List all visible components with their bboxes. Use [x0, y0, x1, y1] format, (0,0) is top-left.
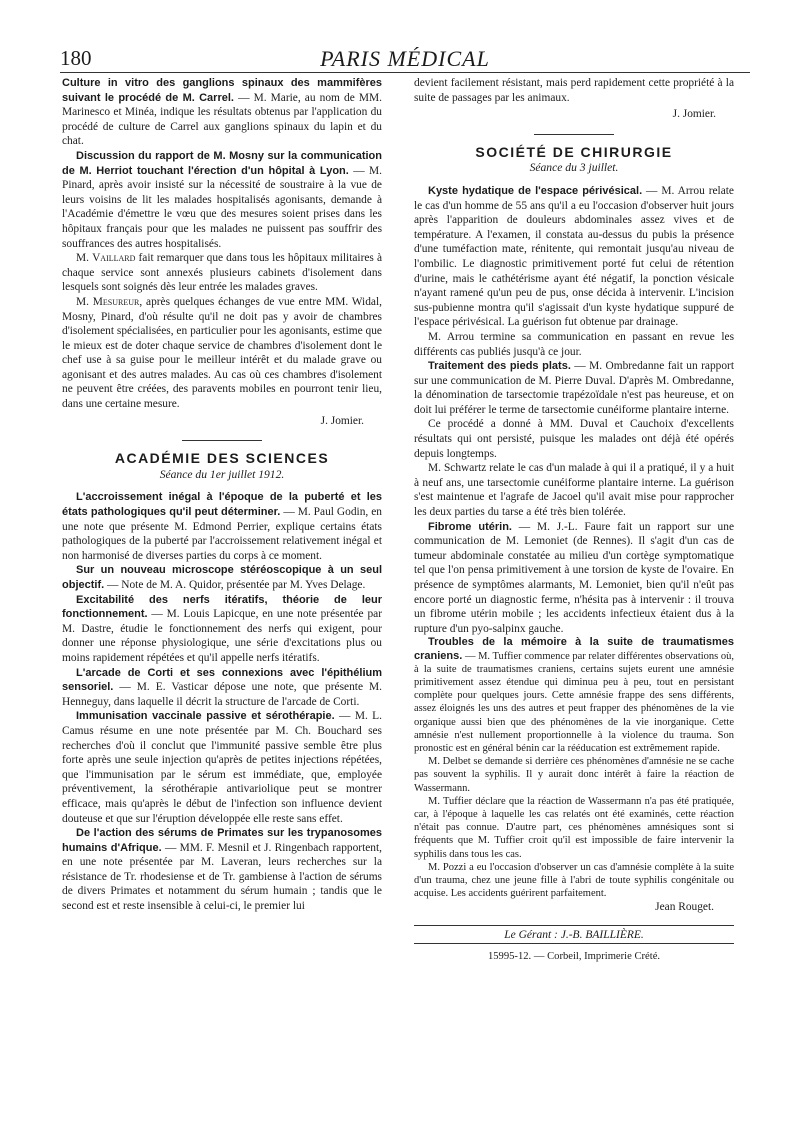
article-body: — M. Paul Godin, en une note que présente M. Edmond Perrier, explique certains états pathologiques de la puberté par l'accroissement relativement inégal et non harmonisé de diverses parties du corps à ce moment.	[62, 506, 382, 562]
signature: J. Jomier.	[320, 414, 364, 427]
article-body: — M. Tuffier commence par relater différentes observations où, à la suite de traumatismes craniens, certains sujets eurent une amnésie primitivement assez étendue qui diminua peu à peu, tout en persistant complète pour quelques jours. Cette amnésie frappe des sens différents, assez éloignés les uns des autres et peut frapper des phénomènes de la vie organique aussi bien que des phénomènes de la vie inorganique. Cette amnésie n'est nullement proportionnelle à la violence du trauma. Son pronostic est en général bénin car la rééducation est extrêmement rapide.	[414, 650, 734, 754]
paragraph-pozzi: M. Pozzi a eu l'occasion d'observer un cas d'amnésie complète à la suite d'un trauma, chez une jeune fille à l'abri de toute syphilis congénitale ou acquise. Les accidents guérirent parfaitement.	[414, 861, 734, 900]
article-body: — M. Ombredanne fait un rapport sur une communication de M. Pierre Duval. D'après M. Ombredanne, la dénomination de tarsectomie trapézoïdale n'est pas heureuse, et on doit lui préférer le terme de tarsectomie cunéiforme plantaire interne.	[414, 360, 734, 416]
page-header	[60, 44, 750, 74]
section-title-chirurgie: SOCIÉTÉ DE CHIRURGIE	[475, 143, 673, 160]
signature: J. Jomier.	[672, 108, 716, 121]
article-troubles-memoire	[414, 636, 734, 755]
paragraph-tuffier: M. Tuffier déclare que la réaction de Wassermann n'a pas été pratiquée, car, à l'époque à laquelle les cas relatés ont été examinés, cette réaction n'était pas connue. D'autre part, ces phénomènes amnésiques sont si fréquents que M. Tuffier croit qu'il est impossible de faire intervenir la syphilis dans tous les cas.	[414, 795, 734, 860]
article-fibrome-uterin	[414, 520, 734, 637]
article-body: — M. Louis Lapicque, en une note présentée par M. Dastre, étudie le fonctionnement des nerfs qui exigent, pour donner une réponse physiologique, une série d'excitations plus ou moins rapidement répétées et qu'il appelle nerfs itératifs.	[62, 608, 382, 664]
signature: Jean Rouget.	[655, 901, 714, 914]
journal-title: PARIS MÉDICAL	[320, 46, 490, 71]
article-heading: De l'action des sérums de Primates sur les trypanosomes humains d'Afrique.	[62, 827, 382, 854]
article-pieds-plats	[414, 359, 734, 417]
article-body: — M. Pinard, après avoir insisté sur la nécessité de soustraire à la vue de leurs voisins de lit les malades hospitalisés agonisants, demande à l'Académie d'émettre le vœu que des mesures soient prises dans les hôpitaux français pour que les malades ne puissent pas souffrir des souffrances des autres hospitalisés.	[62, 164, 382, 250]
article-heading: Excitabilité des nerfs itératifs, théorie de leur fonctionnement.	[62, 593, 382, 621]
article-body: — M. J.-L. Faure fait un rapport sur une communication de M. Lemoniet (de Rennes). Il s'agit d'un cas de tumeur abdominale constatée au milieu d'un cortège symptomatique tel que l'on pensa primitivement à une torsion de kyste de l'ovaire. En présence de symptômes alarmants, M. Lemoniet, bien qu'il n'eût pas encore porté un diagnostic ferme, n'hésita pas à intervenir : il trouva un fibrome utérin mobile ; les accidents infectieux étaient dus à la rupture d'un pyo-salpinx gauche.	[414, 520, 735, 635]
left-column	[62, 76, 382, 914]
article-heading: Fibrome utérin.	[428, 520, 512, 533]
article-microscope	[62, 563, 382, 592]
article-immunisation	[62, 709, 382, 826]
person-name: Mesureur	[92, 295, 140, 308]
header-rule	[60, 72, 750, 73]
paragraph-duval-cauchoix: Ce procédé a donné à MM. Duval et Cauchoix d'excellents résultats qui ont persisté, puisque les malades ont déjà été opérés depuis longtemps.	[414, 418, 734, 460]
paragraph-arrou: M. Arrou termine sa communication en passant en revue les différents cas publiés jusqu'à ce jour.	[414, 330, 734, 358]
article-heading: Traitement des pieds plats.	[428, 360, 571, 373]
small-print-block	[414, 636, 734, 900]
article-accroissement	[62, 490, 382, 563]
article-heading: L'accroissement inégal à l'époque de la puberté et les états pathologiques qu'il peut déterminer.	[62, 491, 382, 519]
article-kyste-hydatique	[414, 184, 734, 330]
article-discussion-mosny	[62, 149, 382, 251]
right-column	[414, 76, 734, 964]
paragraph-schwartz: M. Schwartz relate le cas d'un malade à qui il a pratiqué, il y a huit à neuf ans, une tarsectomie cunéiforme plantaire interne. La guérison s'est maintenue et l'agrafe de Jacoel qu'il avait mise pour rapprocher les deux parties du tarse a été très bien tolérée.	[414, 462, 734, 519]
article-arcade-corti	[62, 666, 382, 710]
article-culture-in-vitro	[62, 76, 382, 149]
paragraph-vaillard: M. Vaillard fait remarquer que dans tous les hôpitaux militaires à chaque service sont annexés plusieurs cabinets d'isolement dans lesquels sont soignés dès leur entrée les malades graves.	[62, 252, 382, 294]
article-nerfs-iteratifs	[62, 593, 382, 666]
footer-rule	[414, 925, 734, 926]
printer-line: 15995-12. — Corbeil, Imprimerie Crété.	[487, 950, 661, 962]
article-heading: Troubles de la mémoire à la suite de traumatismes craniens.	[414, 636, 734, 662]
paragraph-body: fait remarquer que dans tous les hôpitaux militaires à chaque service sont annexés plusieurs cabinets d'isolement dans lesquels sont soignés dès leur entrée les malades graves.	[62, 252, 382, 294]
article-body: — M. Marie, au nom de MM. Marinesco et Minéa, indique les résultats obtenus par l'application du procédé de culture de Carrel aux ganglions spinaux du lapin et du chat.	[62, 91, 382, 148]
article-heading: Sur un nouveau microscope stéréoscopique à un seul objectif.	[62, 564, 382, 591]
article-continuation: devient facilement résistant, mais perd rapidement cette propriété à la suite de passages par les animaux.	[414, 77, 734, 104]
paragraph-mesureur: M. Mesureur, après quelques échanges de vue entre MM. Widal, Mosny, Pinard, d'où résulte qu'il ne doit pas y avoir de chambres d'isolement spécialisées, en particulier pour les agonisants, estime que le mieux est de doter chaque service de chambres d'isolement dont le chef use à sa guise pour le meilleur intérêt et du malade grave ou agonisant et des autres malades. Au cas où ces chambres d'isolement ne peuvent être créées, des paravents mobiles en pourront tenir lieu, dans une certaine mesure.	[62, 295, 382, 411]
article-body: — M. E. Vasticar dépose une note, que présente M. Henneguy, dans laquelle il décrit la structure de l'arcade de Corti.	[62, 681, 382, 708]
section-title-academie: ACADÉMIE DES SCIENCES	[114, 450, 330, 467]
article-body: — M. Arrou relate le cas d'un homme de 55 ans qu'il a eu l'occasion d'observer huit jours après l'apparition de douleurs abdominales assez vives et de température. A l'examen, il constata au-dessus du pubis la présence d'une tuméfaction mate, rénitente, qui remontait jusqu'au niveau de l'ombilic. Le diagnostic primitivement porté fut celui de rétention d'urine, mais le cathétérisme ayant été négatif, la ponction vésicale n'ayant ramené qu'un peu de pus, onse décida à intervenir. L'incision sus-pubienne montra qu'il s'agissait d'un kyste hydatique suppuré de l'espace périvésical. La guérison fut obtenue par drainage.	[414, 184, 734, 329]
article-heading: Discussion du rapport de M. Mosny sur la communication de M. Herriot touchant l'érection d'un hôpital à Lyon.	[62, 149, 382, 177]
article-body: — Note de M. A. Quidor, présentée par M. Yves Delage.	[104, 579, 366, 591]
person-name: Vaillard	[92, 252, 136, 265]
manager-line: Le Gérant : J.-B. BAILLIÈRE.	[504, 929, 644, 942]
section-subtitle: Séance du 1er juillet 1912.	[159, 467, 285, 481]
article-body: — MM. F. Mesnil et J. Ringenbach rapportent, en une note présentée par M. Laveran, leurs recherches sur la résistance de Tr. rhodesiense et de Tr. gambiense à l'action de sérums de divers Primates et notamment du sérum humain ; tandis que le second est et reste insensible à celui-ci, le premier lui	[62, 841, 383, 913]
section-divider	[182, 440, 262, 441]
article-heading: Immunisation vaccinale passive et sérothérapie.	[76, 710, 335, 723]
article-serums-primates	[62, 826, 382, 914]
paragraph-delbet: M. Delbet se demande si derrière ces phénomènes d'amnésie ne se cache pas souvent la syphilis. Il y aurait donc intérêt à faire la réaction de Wassermann.	[414, 756, 734, 794]
section-divider	[534, 134, 614, 135]
paragraph-body: , après quelques échanges de vue entre MM. Widal, Mosny, Pinard, d'où résulte qu'il ne doit pas y avoir de chambres d'isolement spécialisées, en particulier pour les agonisants, estime que le mieux est de doter chaque service de chambres d'isolement dont le chef use à sa guise pour le meilleur intérêt et du malade grave ou agonisant et des autres malades. Au cas où ces chambres d'isolement ne peuvent être créées, des paravents mobiles en pourront tenir lieu, dans une certaine mesure.	[62, 295, 382, 411]
article-heading: L'arcade de Corti et ses connexions avec l'épithélium sensoriel.	[62, 666, 382, 694]
article-heading: Kyste hydatique de l'espace périvésical.	[428, 184, 643, 197]
article-heading: Culture in vitro des ganglions spinaux des mammifères suivant le procédé de M. Carrel.	[62, 77, 382, 104]
footer-rule	[414, 943, 734, 944]
article-body: — M. L. Camus résume en une note présentée par M. Ch. Bouchard ses recherches d'où il conclut que l'immunité passive semble être plus forte après une seule injection qu'après de petites injections répétées, que l'immunisation par le sérum est immédiate, que, employée préventivement, la sérothérapie antivariolique peut se montrer efficace, mais qu'après le début de l'infection son influence devient douteuse et que sur l'éruption développée elle reste sans effet.	[62, 710, 382, 825]
page-number: 180	[60, 46, 92, 70]
section-subtitle: Séance du 3 juillet.	[529, 161, 619, 175]
